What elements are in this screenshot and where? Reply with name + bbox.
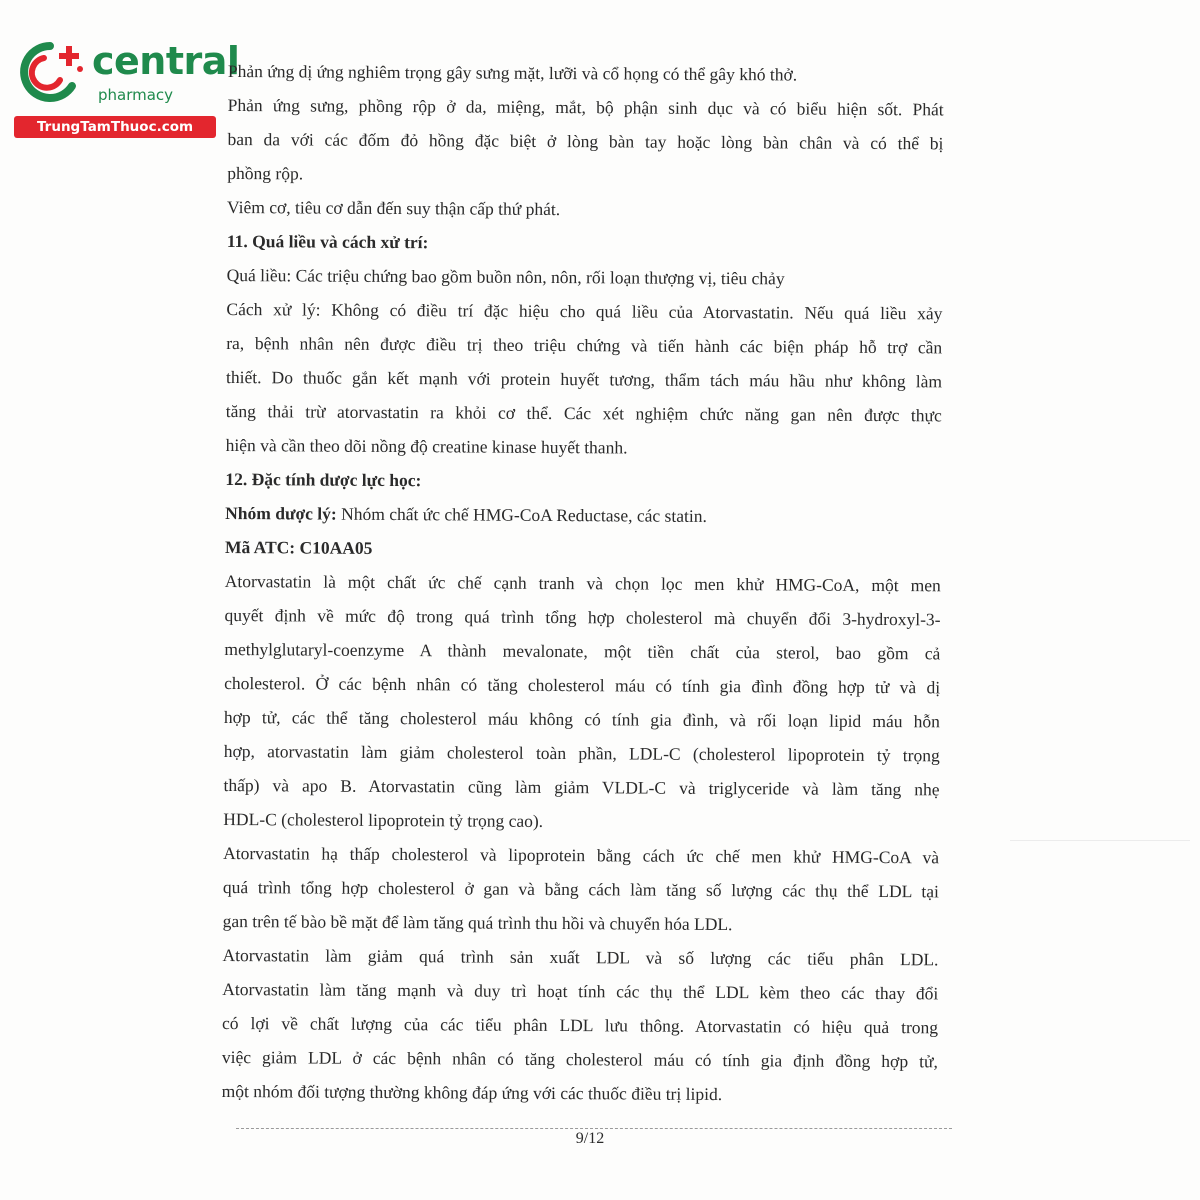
text-line: Atorvastatin làm tăng mạnh và duy trì hoạt tính các thụ thể LDL kèm theo các thay đổi [222,978,939,1004]
text-line: ra, bệnh nhân nên được điều trị theo triệu chứng và tiến hành các biện pháp hỗ trợ cần [226,332,943,358]
text-line: tăng thải trừ atorvastatin ra khỏi cơ thể. Các xét nghiệm chức năng gan nên được thực [225,400,942,426]
scan-artifact-line [1010,840,1190,841]
text-line: Viêm cơ, tiêu cơ dẫn đến suy thận cấp thứ phát. [227,196,561,220]
pharmacological-group-value: Nhóm chất ức chế HMG-CoA Reductase, các statin. [336,503,707,526]
text-line: một nhóm đối tượng thường không đáp ứng với các thuốc điều trị lipid. [221,1080,723,1105]
text-line: Atorvastatin hạ thấp cholesterol và lipoprotein bằng cách ức chế men khử HMG-CoA và [223,842,940,868]
footer-divider [236,1128,952,1129]
text-line: phồng rộp. [227,162,304,184]
text-line: hợp tử, các thể tăng cholesterol máu không có tính gia đình, và rối loạn lipid máu hỗn [223,706,940,732]
text-line: Atorvastatin làm giảm quá trình sản xuất LDL và số lượng các tiểu phân LDL. [222,944,939,970]
pharmacological-group-line [225,496,941,534]
text-line: HDL-C (cholesterol lipoprotein tỷ trọng cao). [223,808,544,831]
pharmacological-group-label: Nhóm dược lý: [225,502,337,524]
logo-website-url[interactable]: TrungTamThuoc.com [14,116,216,138]
text-line: Phản ứng dị ứng nghiêm trọng gây sưng mặt, lưỡi và cổ họng có thể gây khó thở. [227,60,798,85]
text-line: Phản ứng sưng, phồng rộp ở da, miệng, mắt, bộ phận sinh dục và có biểu hiện sốt. Phát [227,94,944,120]
text-line: quá trình tổng hợp cholesterol ở gan và bằng cách làm tăng số lượng các thụ thể LDL tại [222,876,939,902]
text-line: hiện và cần theo dõi nồng độ creatine kinase huyết thanh. [225,434,628,458]
text-line: thiết. Do thuốc gắn kết mạnh với protein huyết tương, thẩm tách máu hầu như không làm [225,366,943,392]
logo-subtitle: pharmacy [98,86,174,104]
text-line: Cách xử lý: Không có điều trí đặc hiệu cho quá liều của Atorvastatin. Nếu quá liều xảy [226,298,943,324]
text-line: Atorvastatin là một chất ức chế cạnh tranh và chọn lọc men khử HMG-CoA, một men [224,570,941,596]
atc-code: Mã ATC: C10AA05 [224,536,373,558]
page-number: 9/12 [575,1130,605,1147]
text-line: ban da với các đốm đỏ hồng đặc biệt ở lòng bàn tay hoặc lòng bàn chân và có thể bị [227,128,944,154]
logo-brand-text: central [92,39,240,83]
central-pharmacy-logo[interactable] [10,36,240,136]
text-line: cholesterol. Ở các bệnh nhân có tăng cholesterol máu có tính gia đình đồng hợp tử và dị [224,672,941,698]
pharmacy-logo-mark-icon [10,36,88,108]
text-line: hợp, atorvastatin làm giảm cholesterol toàn phần, LDL-C (cholesterol lipoprotein tỷ trọng [223,740,940,766]
text-line: gan trên tế bào bề mặt để làm tăng quá trình thu hồi và chuyển hóa LDL. [222,910,733,935]
text-line: Quá liều: Các triệu chứng bao gồm buồn nôn, nôn, rối loạn thượng vị, tiêu chảy [226,264,785,289]
text-line: quyết định về mức độ trong quá trình tổng hợp cholesterol mà chuyển đổi 3-hydroxyl-3- [224,604,941,630]
text-line: việc giảm LDL ở các bệnh nhân có tăng cholesterol máu có tính gia định đồng hợp tử, [221,1046,938,1072]
text-line: methylglutaryl-coenzyme A thành mevalonate, một tiền chất của sterol, bao gồm cả [224,638,941,664]
text-line: có lợi về chất lượng của các tiểu phân LDL lưu thông. Atorvastatin có hiệu quả trong [222,1012,939,1038]
section-heading-pharmacodynamics: 12. Đặc tính dược lực học: [225,468,422,491]
document-body [222,54,944,1112]
text-line: thấp) và apo B. Atorvastatin cũng làm giảm VLDL-C và triglyceride và làm tăng nhẹ [223,774,940,800]
section-heading-overdose: 11. Quá liều và cách xử trí: [226,230,429,253]
